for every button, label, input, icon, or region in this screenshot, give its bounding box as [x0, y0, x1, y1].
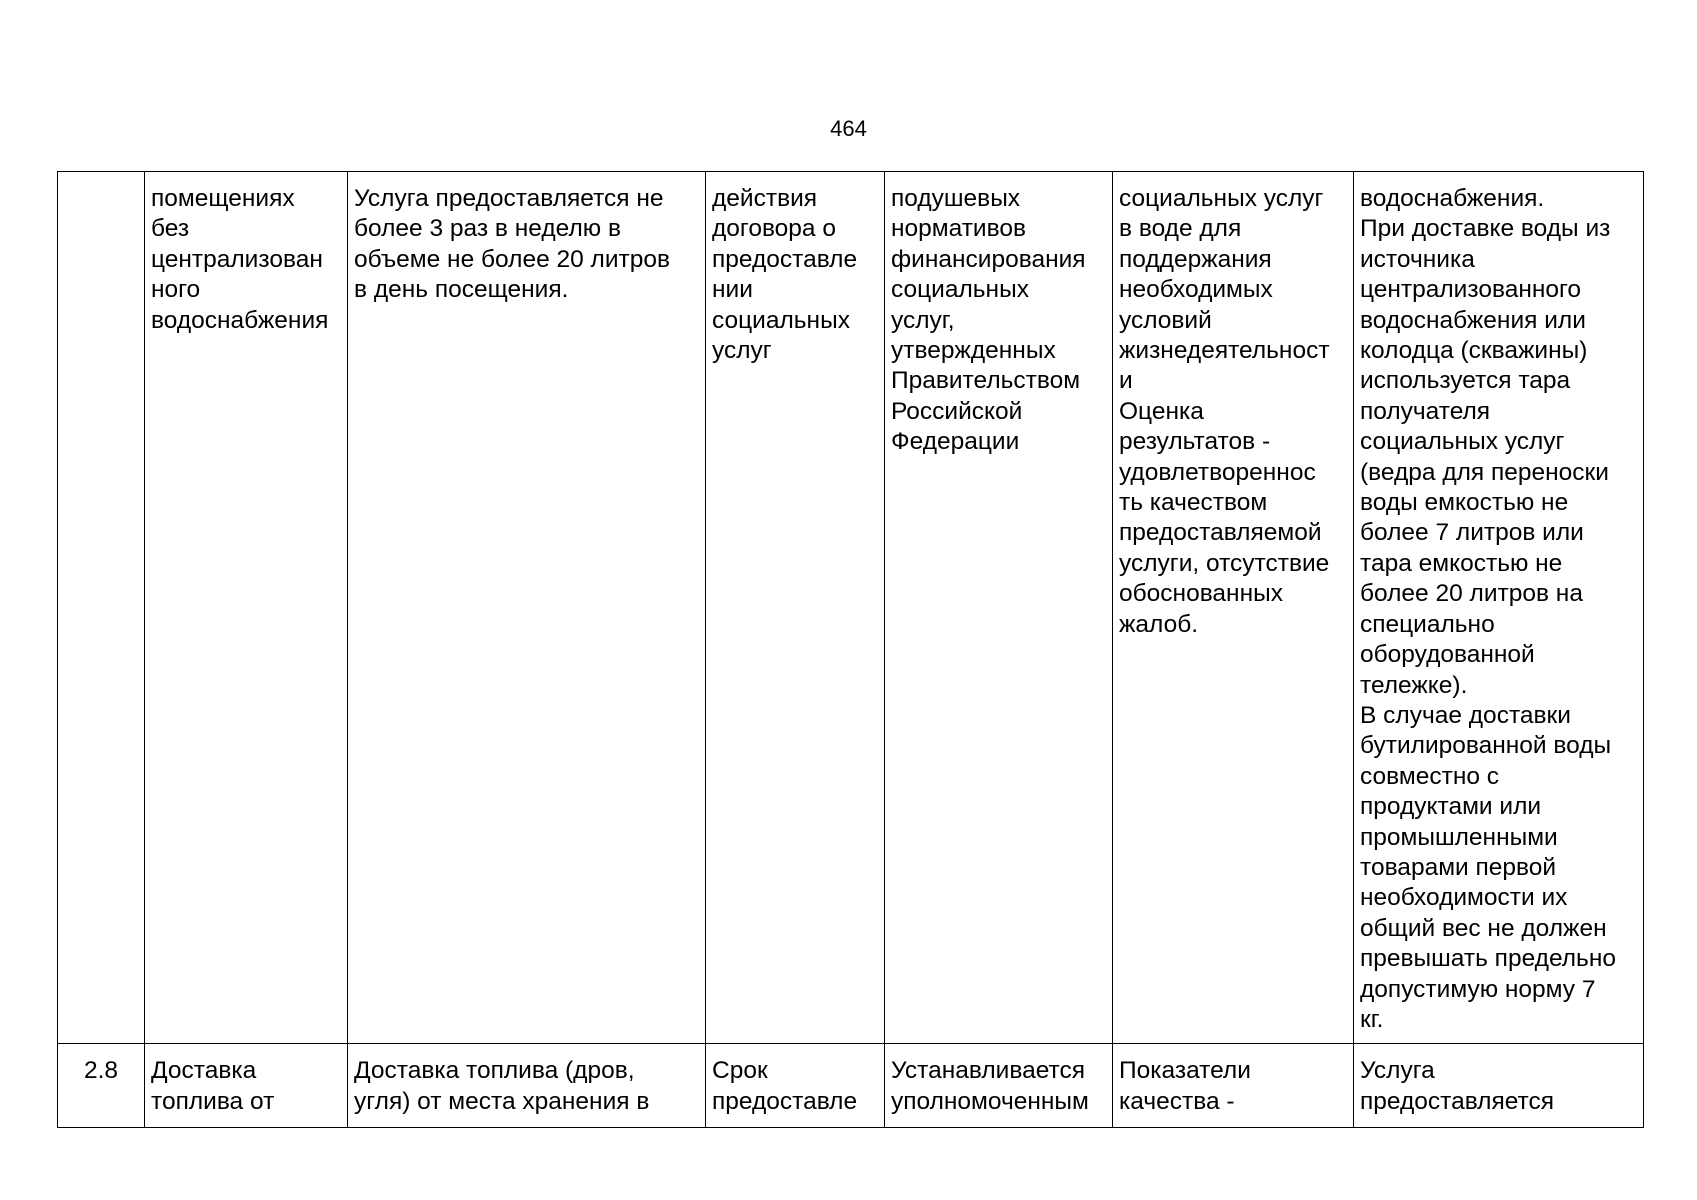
page-number: 464	[830, 116, 867, 141]
row-number-cell	[58, 172, 145, 1044]
service-cost-cell: Устанавливается уполномоченным	[885, 1044, 1113, 1128]
service-term-cell: Срок предоставле	[706, 1044, 885, 1128]
services-table	[57, 171, 1644, 1128]
service-name-cell: помещениях без централизован ного водоснабжения	[145, 172, 348, 1044]
service-term-cell: действия договора о предоставле нии социальных услуг	[706, 172, 885, 1044]
quality-indicators-cell: Показатели качества -	[1113, 1044, 1354, 1128]
row-number-cell: 2.8	[58, 1044, 145, 1128]
service-cost-cell: подушевых нормативов финансирования социальных услуг, утвержденных Правительством Российской Федерации	[885, 172, 1113, 1044]
service-conditions-cell: водоснабжения. При доставке воды из источника централизованного водоснабжения или колодца (скважины) используется тара получателя социальных услуг (ведра для переноски воды емкостью не более 7 литров или тара емкостью не более 20 литров на специально оборудованной тележке). В случае доставки бутилированной воды совместно с продуктами или промышленными товарами первой необходимости их общий вес не должен превышать предельно допустимую норму 7 кг.	[1354, 172, 1644, 1044]
quality-indicators-cell: социальных услуг в воде для поддержания необходимых условий жизнедеятельност и Оценка результатов - удовлетвореннос ть качеством предоставляемой услуги, отсутствие обоснованных жалоб.	[1113, 172, 1354, 1044]
table-row	[58, 1044, 1644, 1128]
service-description-cell: Доставка топлива (дров, угля) от места хранения в	[348, 1044, 706, 1128]
service-description-cell: Услуга предоставляется не более 3 раз в неделю в объеме не более 20 литров в день посещения.	[348, 172, 706, 1044]
service-name-cell: Доставка топлива от	[145, 1044, 348, 1128]
table-row	[58, 172, 1644, 1044]
service-conditions-cell: Услуга предоставляется	[1354, 1044, 1644, 1128]
